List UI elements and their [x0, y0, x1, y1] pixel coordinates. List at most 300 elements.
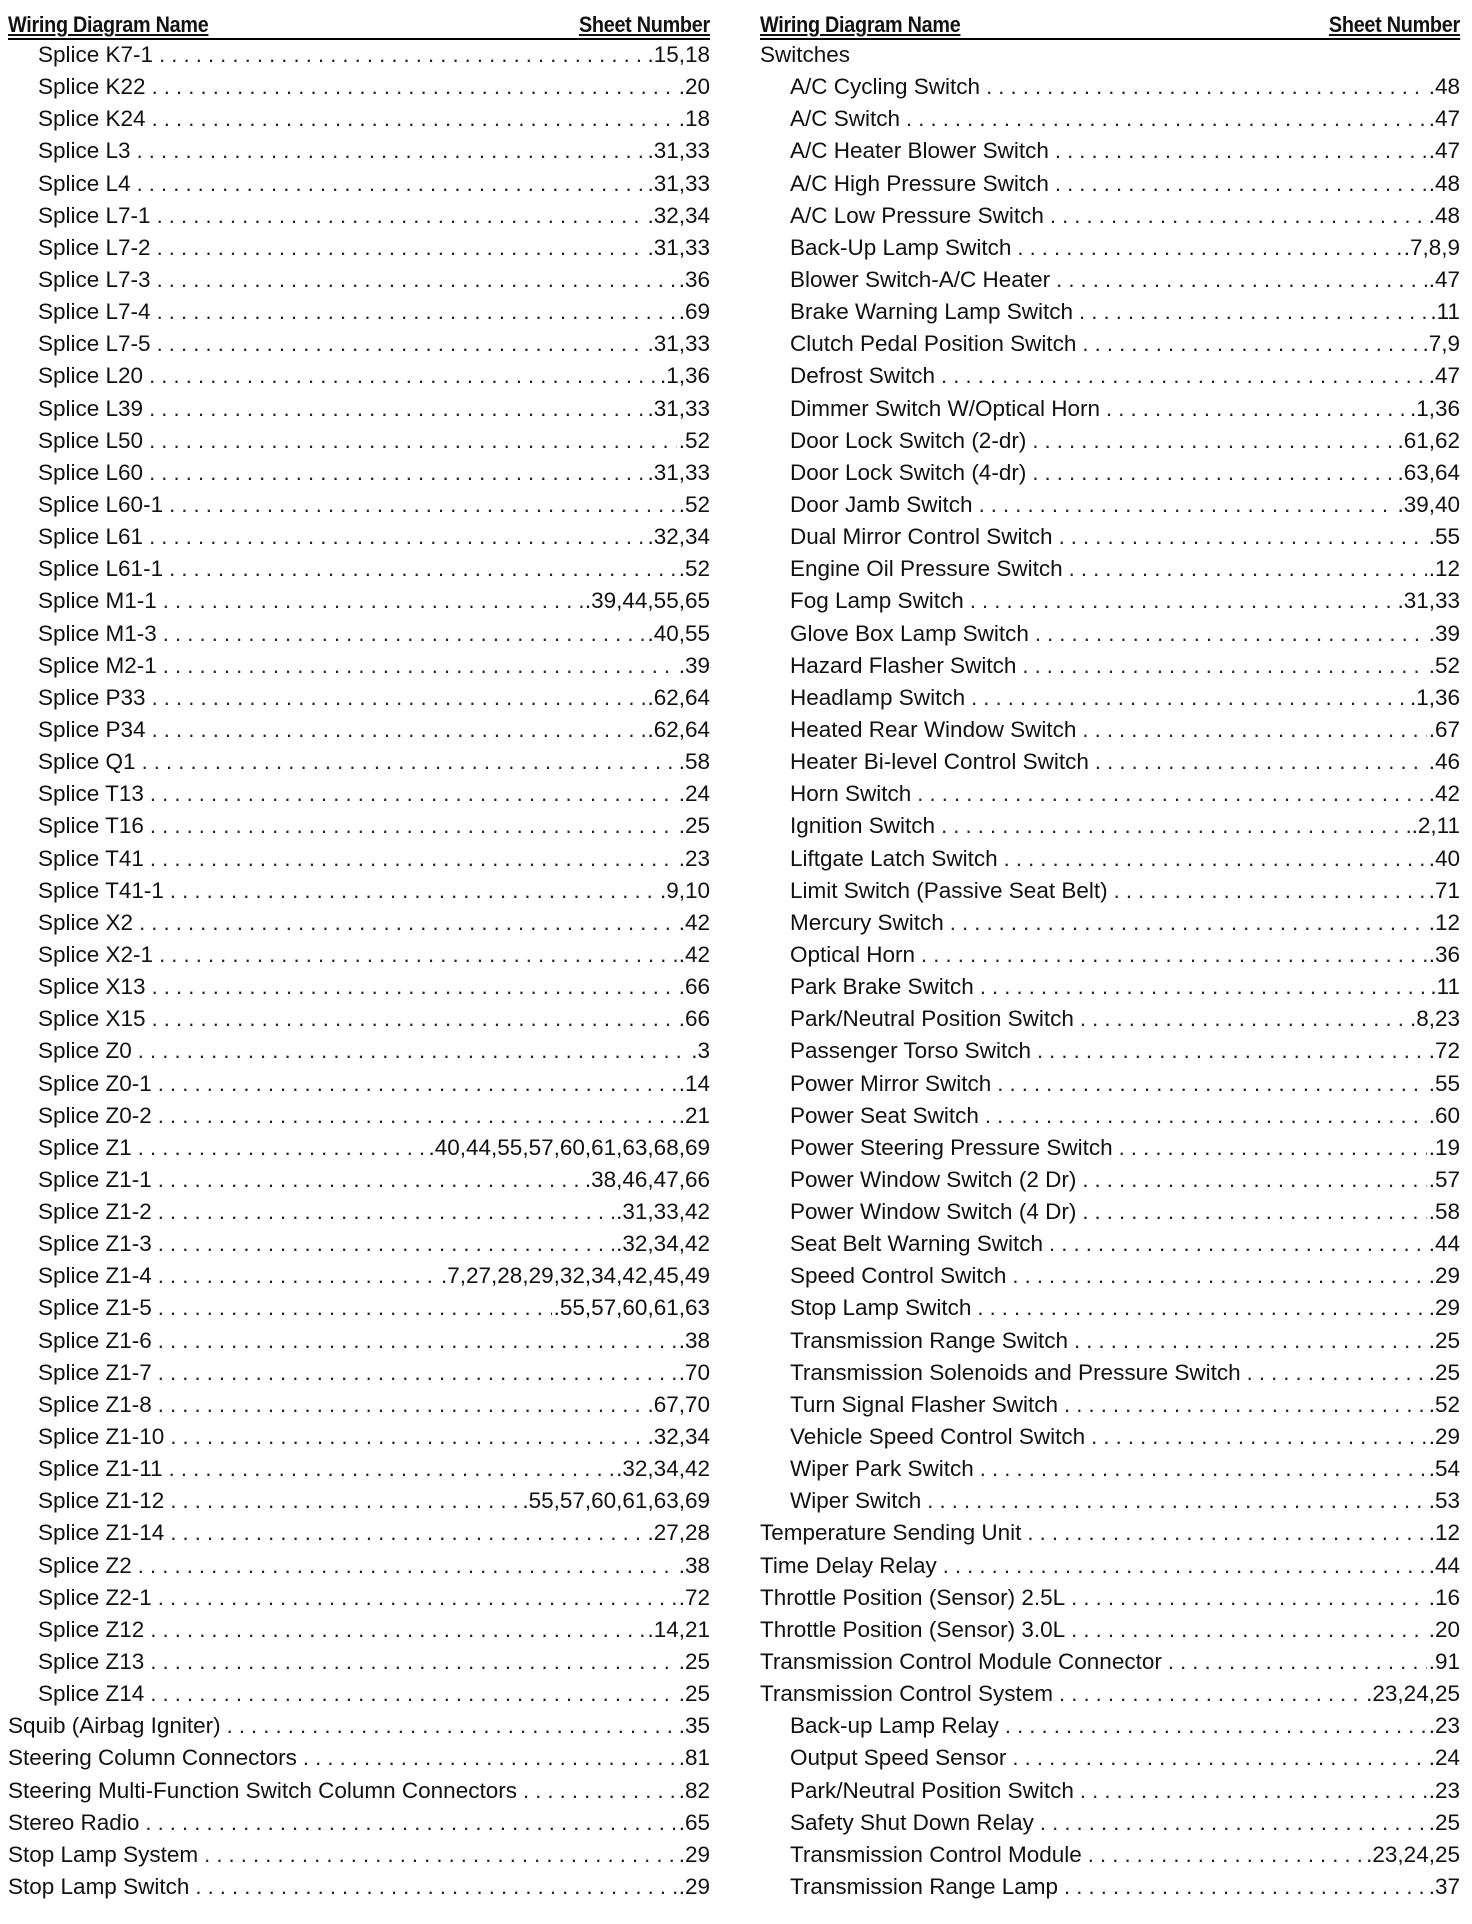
- entry-name: Horn Switch: [790, 781, 912, 807]
- sheet-number: .32,34: [647, 1424, 710, 1450]
- sheet-number: .52: [678, 556, 710, 582]
- index-entry: [8, 492, 710, 524]
- dot-leader: [152, 717, 646, 743]
- entry-name: Switches: [760, 42, 851, 67]
- dot-leader: [158, 1295, 552, 1321]
- index-entry: [8, 171, 710, 203]
- dot-leader: [170, 878, 658, 904]
- index-entry: [8, 1520, 710, 1552]
- dot-leader: [1037, 1038, 1427, 1064]
- entry-name: A/C High Pressure Switch: [790, 170, 1049, 196]
- left-column: [8, 10, 710, 1906]
- entry-name: Splice Z1-10: [38, 1424, 165, 1450]
- dot-leader: [985, 1103, 1427, 1129]
- index-entry: [8, 1553, 710, 1585]
- sheet-number: .29: [1428, 1424, 1460, 1450]
- dot-leader: [906, 106, 1427, 132]
- index-entry: [8, 1167, 710, 1199]
- dot-leader: [149, 460, 645, 486]
- index-entry: [760, 1006, 1460, 1038]
- dot-leader: [1071, 1617, 1427, 1643]
- dot-leader: [986, 74, 1427, 100]
- index-entry: [8, 1071, 710, 1103]
- sheet-number: .53: [1428, 1488, 1460, 1514]
- index-entry: [760, 171, 1460, 203]
- index-entry: [8, 717, 710, 749]
- dot-leader: [941, 363, 1427, 389]
- entry-name: Passenger Torso Switch: [790, 1038, 1031, 1064]
- entry-name: Back-up Lamp Relay: [790, 1713, 999, 1739]
- sheet-number: .47: [1428, 106, 1460, 132]
- index-entry: [8, 942, 710, 974]
- index-entry: [8, 1103, 710, 1135]
- index-entry: [8, 781, 710, 813]
- dot-leader: [169, 1456, 615, 1482]
- sheet-number: .48: [1428, 74, 1460, 100]
- dot-leader: [977, 1295, 1426, 1321]
- sheet-number: .91: [1428, 1649, 1460, 1675]
- index-entry: [760, 717, 1460, 749]
- dot-leader: [1022, 653, 1426, 679]
- entry-name: Splice M1-1: [38, 588, 157, 614]
- entry-name: Splice Z1-14: [38, 1520, 165, 1546]
- dot-leader: [1027, 1520, 1426, 1546]
- entry-name: Splice Z1-3: [38, 1231, 152, 1257]
- entry-name: Power Window Switch (2 Dr): [790, 1166, 1077, 1192]
- index-entry: [760, 299, 1460, 331]
- entry-name: Throttle Position (Sensor) 2.5L: [760, 1584, 1066, 1610]
- entry-name: Splice L61: [38, 524, 144, 550]
- sheet-number: .31,33,42: [616, 1199, 710, 1225]
- dot-leader: [137, 171, 646, 197]
- sheet-number: .21: [678, 1102, 710, 1128]
- index-entry: [8, 1617, 710, 1649]
- entry-name: Splice Z1-5: [38, 1295, 152, 1321]
- entry-name: Glove Box Lamp Switch: [790, 620, 1029, 646]
- sheet-number: .67,70: [647, 1391, 710, 1417]
- index-entry: [8, 653, 710, 685]
- sheet-number: .25: [678, 813, 710, 839]
- sheet-number: .1,36: [1409, 395, 1460, 421]
- index-entry: [8, 1360, 710, 1392]
- index-entry: [8, 1456, 710, 1488]
- dot-leader: [1012, 1745, 1426, 1771]
- dot-leader: [1064, 1392, 1427, 1418]
- index-entry: [8, 138, 710, 170]
- dot-leader: [227, 1713, 677, 1739]
- index-entry: [8, 203, 710, 235]
- sheet-number: .47: [1428, 363, 1460, 389]
- sheet-number: .23: [1428, 1713, 1460, 1739]
- sheet-number: .29: [678, 1874, 710, 1900]
- entry-name: Power Seat Switch: [790, 1102, 979, 1128]
- sheet-number: .55: [1428, 1070, 1460, 1096]
- sheet-number: .38: [678, 1327, 710, 1353]
- dot-leader: [137, 138, 646, 164]
- entry-name: Splice Z1-2: [38, 1199, 152, 1225]
- dot-leader: [997, 1071, 1426, 1097]
- entry-name: Splice L3: [38, 138, 131, 164]
- index-entry: [760, 556, 1460, 588]
- index-entry: [760, 1681, 1460, 1713]
- dot-leader: [170, 1424, 645, 1450]
- index-entry: [8, 1038, 710, 1070]
- index-entry: [760, 974, 1460, 1006]
- entry-name: Splice P34: [38, 716, 146, 742]
- index-entry: [760, 1585, 1460, 1617]
- dot-leader: [158, 1263, 439, 1289]
- entry-name: A/C Heater Blower Switch: [790, 138, 1049, 164]
- dot-leader: [1074, 1328, 1427, 1354]
- index-entry: [760, 588, 1460, 620]
- dot-leader: [1004, 846, 1427, 872]
- index-entry: [8, 396, 710, 428]
- index-entry: [760, 1295, 1460, 1327]
- dot-leader: [152, 974, 677, 1000]
- dot-leader: [1082, 331, 1420, 357]
- dot-leader: [1114, 878, 1427, 904]
- section-heading: [760, 42, 1460, 74]
- sheet-number-header: Sheet Number: [578, 12, 710, 37]
- sheet-number: .48: [1428, 202, 1460, 228]
- index-entry: [760, 685, 1460, 717]
- index-entry: [760, 492, 1460, 524]
- entry-name: A/C Cycling Switch: [790, 74, 981, 100]
- sheet-number: .25: [678, 1681, 710, 1707]
- entry-name: Clutch Pedal Position Switch: [790, 331, 1077, 357]
- dot-leader: [157, 203, 646, 229]
- dot-leader: [195, 1874, 676, 1900]
- index-entry: [760, 846, 1460, 878]
- index-entry: [8, 267, 710, 299]
- index-entry: [760, 1263, 1460, 1295]
- index-entry: [760, 524, 1460, 556]
- entry-name: Splice Z1-8: [38, 1391, 152, 1417]
- right-column-header: [760, 10, 1460, 40]
- index-entry: [8, 299, 710, 331]
- sheet-number: .20: [678, 74, 710, 100]
- index-entry: [760, 363, 1460, 395]
- entry-name: Output Speed Sensor: [790, 1745, 1007, 1771]
- entry-name: Splice L61-1: [38, 556, 164, 582]
- dot-leader: [1064, 1874, 1427, 1900]
- sheet-number: .72: [678, 1584, 710, 1610]
- index-entry: [760, 781, 1460, 813]
- dot-leader: [158, 1585, 677, 1611]
- index-entry: [760, 235, 1460, 267]
- dot-leader: [1091, 1424, 1427, 1450]
- sheet-number: .62,64: [647, 716, 710, 742]
- sheet-number: .38: [678, 1552, 710, 1578]
- index-entry: [760, 1424, 1460, 1456]
- entry-name: Splice Z14: [38, 1681, 145, 1707]
- dot-leader: [204, 1842, 677, 1868]
- index-entry: [8, 106, 710, 138]
- dot-leader: [158, 1328, 677, 1354]
- sheet-number: .19: [1428, 1134, 1460, 1160]
- index-entry: [760, 1488, 1460, 1520]
- entry-name: Splice L7-2: [38, 234, 151, 260]
- dot-leader: [157, 267, 677, 293]
- dot-leader: [157, 235, 646, 261]
- dot-leader: [138, 1038, 689, 1064]
- entry-name: Splice L50: [38, 427, 144, 453]
- dot-leader: [158, 1103, 677, 1129]
- index-entry: [760, 1520, 1460, 1552]
- sheet-number: .65: [678, 1809, 710, 1835]
- dot-leader: [1059, 1681, 1364, 1707]
- index-entry: [8, 588, 710, 620]
- sheet-number: .23,24,25: [1366, 1841, 1460, 1867]
- index-entry: [8, 1585, 710, 1617]
- left-column-header: [8, 10, 710, 40]
- index-entry: [8, 878, 710, 910]
- entry-name: Headlamp Switch: [790, 684, 966, 710]
- sheet-number: .42: [678, 909, 710, 935]
- sheet-number: .16: [1428, 1584, 1460, 1610]
- entry-name: Transmission Control System: [760, 1681, 1053, 1707]
- index-entry: [8, 1006, 710, 1038]
- entry-name: Blower Switch-A/C Heater: [790, 266, 1051, 292]
- index-entry: [8, 1810, 710, 1842]
- sheet-number: .25: [678, 1649, 710, 1675]
- sheet-number: .25: [1428, 1809, 1460, 1835]
- sheet-number: .46: [1428, 749, 1460, 775]
- entry-name: Back-Up Lamp Switch: [790, 234, 1012, 260]
- index-entry: [760, 1328, 1460, 1360]
- dot-leader: [1082, 1167, 1426, 1193]
- entry-name: Splice K22: [38, 74, 146, 100]
- sheet-number: .31,33: [1397, 588, 1460, 614]
- sheet-number: .40,44,55,57,60,61,63,68,69: [428, 1134, 710, 1160]
- entry-name: Dimmer Switch W/Optical Horn: [790, 395, 1101, 421]
- dot-leader: [1040, 1810, 1427, 1836]
- dot-leader: [163, 621, 646, 647]
- sheet-number: .47: [1428, 266, 1460, 292]
- entry-name: Splice Z1: [38, 1134, 132, 1160]
- dot-leader: [158, 1199, 614, 1225]
- entry-name: Splice L60-1: [38, 491, 164, 517]
- sheet-number: .66: [678, 974, 710, 1000]
- sheet-number: .20: [1428, 1616, 1460, 1642]
- sheet-number: .32,34,42: [616, 1231, 710, 1257]
- dot-leader: [303, 1745, 677, 1771]
- entry-name: Splice P33: [38, 684, 146, 710]
- dot-leader: [150, 846, 677, 872]
- dot-leader: [1032, 428, 1395, 454]
- index-entry: [760, 203, 1460, 235]
- entry-name: Splice M2-1: [38, 652, 157, 678]
- dot-leader: [157, 331, 646, 357]
- sheet-number: .82: [678, 1777, 710, 1803]
- index-entry: [8, 556, 710, 588]
- sheet-number: .35: [678, 1713, 710, 1739]
- dot-leader: [158, 1167, 583, 1193]
- dot-leader: [149, 396, 645, 422]
- entry-name: Transmission Control Module Connector: [760, 1649, 1162, 1675]
- dot-leader: [1079, 299, 1428, 325]
- sheet-number: .62,64: [647, 684, 710, 710]
- index-entry: [760, 1810, 1460, 1842]
- index-entry: [760, 396, 1460, 428]
- sheet-number: .52: [1428, 652, 1460, 678]
- entry-name: Ignition Switch: [790, 813, 936, 839]
- sheet-number: .9,10: [659, 877, 710, 903]
- sheet-number: .36: [1428, 941, 1460, 967]
- index-entry: [760, 267, 1460, 299]
- dot-leader: [149, 363, 658, 389]
- entry-name: Splice Z2: [38, 1552, 132, 1578]
- sheet-number: .39: [1428, 620, 1460, 646]
- index-entry: [760, 74, 1460, 106]
- sheet-number: .40: [1428, 845, 1460, 871]
- entry-name: Engine Oil Pressure Switch: [790, 556, 1063, 582]
- sheet-number: .23: [678, 845, 710, 871]
- entry-name: Splice K24: [38, 106, 146, 132]
- entry-name: Splice X2: [38, 909, 134, 935]
- index-entry: [8, 1392, 710, 1424]
- index-entry: [8, 524, 710, 556]
- dot-leader: [170, 1488, 520, 1514]
- index-entry: [8, 460, 710, 492]
- entry-name: Splice Z1-4: [38, 1263, 152, 1289]
- sheet-number: .25: [1428, 1327, 1460, 1353]
- index-entry: [760, 942, 1460, 974]
- sheet-number: .14,21: [647, 1616, 710, 1642]
- entry-name: Stop Lamp Switch: [790, 1295, 972, 1321]
- index-entry: [8, 749, 710, 781]
- entry-name: Splice Z1-12: [38, 1488, 165, 1514]
- index-entry: [760, 1103, 1460, 1135]
- sheet-number: .72: [1428, 1038, 1460, 1064]
- entry-name: Splice Z12: [38, 1616, 145, 1642]
- dot-leader: [149, 524, 645, 550]
- sheet-number: .3: [691, 1038, 710, 1064]
- sheet-number: .81: [678, 1745, 710, 1771]
- index-entry: [760, 1713, 1460, 1745]
- index-entry: [760, 813, 1460, 845]
- entry-name: Liftgate Latch Switch: [790, 845, 998, 871]
- entry-name: Door Lock Switch (2-dr): [790, 427, 1027, 453]
- dot-leader: [1049, 1231, 1427, 1257]
- dot-leader: [158, 1392, 646, 1418]
- dot-leader: [150, 813, 677, 839]
- dot-leader: [150, 1617, 645, 1643]
- dot-leader: [150, 781, 677, 807]
- index-entry: [8, 621, 710, 653]
- index-entry: [760, 460, 1460, 492]
- index-entry: [8, 1295, 710, 1327]
- sheet-number: .44: [1428, 1552, 1460, 1578]
- sheet-number: .47: [1428, 138, 1460, 164]
- sheet-number: .36: [678, 266, 710, 292]
- entry-name: Throttle Position (Sensor) 3.0L: [760, 1616, 1066, 1642]
- index-entry: [760, 910, 1460, 942]
- sheet-number: .1,36: [1409, 684, 1460, 710]
- sheet-number: .18: [678, 106, 710, 132]
- dot-leader: [1017, 235, 1401, 261]
- sheet-number: .52: [678, 427, 710, 453]
- index-entry: [760, 1167, 1460, 1199]
- index-entry: [8, 1842, 710, 1874]
- sheet-number: .15,18: [647, 42, 710, 67]
- dot-leader: [1168, 1649, 1427, 1675]
- index-entry: [8, 846, 710, 878]
- sheet-number: .31,33: [647, 138, 710, 164]
- entry-name: Dual Mirror Control Switch: [790, 524, 1053, 550]
- index-entry: [8, 974, 710, 1006]
- dot-leader: [1247, 1360, 1427, 1386]
- sheet-number: .71: [1428, 877, 1460, 903]
- dot-leader: [1005, 1713, 1427, 1739]
- dot-leader: [1055, 138, 1427, 164]
- index-entry: [760, 1199, 1460, 1231]
- sheet-number: .31,33: [647, 459, 710, 485]
- index-entry: [760, 1231, 1460, 1263]
- right-column: [760, 10, 1460, 1906]
- sheet-number: .61,62: [1397, 427, 1460, 453]
- sheet-number: .54: [1428, 1456, 1460, 1482]
- entry-name: Steering Multi-Function Switch Column Connectors: [8, 1777, 517, 1803]
- entry-name: Defrost Switch: [790, 363, 936, 389]
- entry-name: Splice T16: [38, 813, 144, 839]
- dot-leader: [138, 1135, 427, 1161]
- index-entry: [760, 1456, 1460, 1488]
- dot-leader: [1055, 171, 1427, 197]
- dot-leader: [142, 749, 677, 775]
- entry-name: Door Lock Switch (4-dr): [790, 459, 1027, 485]
- index-entry: [8, 1745, 710, 1777]
- sheet-number: .2,11: [1411, 813, 1460, 839]
- dot-leader: [1012, 1263, 1426, 1289]
- sheet-number: .29: [1428, 1295, 1460, 1321]
- index-entry: [8, 1488, 710, 1520]
- dot-leader: [152, 685, 646, 711]
- dot-leader: [523, 1778, 677, 1804]
- dot-leader: [152, 74, 677, 100]
- sheet-number: .52: [678, 491, 710, 517]
- dot-leader: [1056, 267, 1427, 293]
- dot-leader: [159, 942, 677, 968]
- index-entry: [760, 1778, 1460, 1810]
- index-entry: [8, 1424, 710, 1456]
- dot-leader: [971, 685, 1408, 711]
- dot-leader: [1119, 1135, 1427, 1161]
- entry-name: Splice Z2-1: [38, 1584, 152, 1610]
- index-entry: [760, 1874, 1460, 1906]
- entry-name: Heated Rear Window Switch: [790, 716, 1077, 742]
- entry-name: Power Window Switch (4 Dr): [790, 1199, 1077, 1225]
- index-entry: [8, 1681, 710, 1713]
- sheet-number: .8,23: [1409, 1006, 1460, 1032]
- sheet-number: .12: [1428, 909, 1460, 935]
- sheet-number: .55,57,60,61,63: [553, 1295, 710, 1321]
- index-entry: [8, 1199, 710, 1231]
- dot-leader: [158, 1360, 677, 1386]
- entry-name: Wiper Park Switch: [790, 1456, 974, 1482]
- sheet-number: .11: [1430, 299, 1460, 325]
- index-entry: [760, 331, 1460, 363]
- entry-name: Hazard Flasher Switch: [790, 652, 1017, 678]
- entry-name: Transmission Control Module: [790, 1841, 1082, 1867]
- dot-leader: [1080, 1006, 1408, 1032]
- sheet-number: .58: [678, 749, 710, 775]
- dot-leader: [917, 781, 1426, 807]
- dot-leader: [1069, 556, 1427, 582]
- sheet-number: .52: [1428, 1391, 1460, 1417]
- index-entry: [760, 428, 1460, 460]
- index-entry: [8, 1328, 710, 1360]
